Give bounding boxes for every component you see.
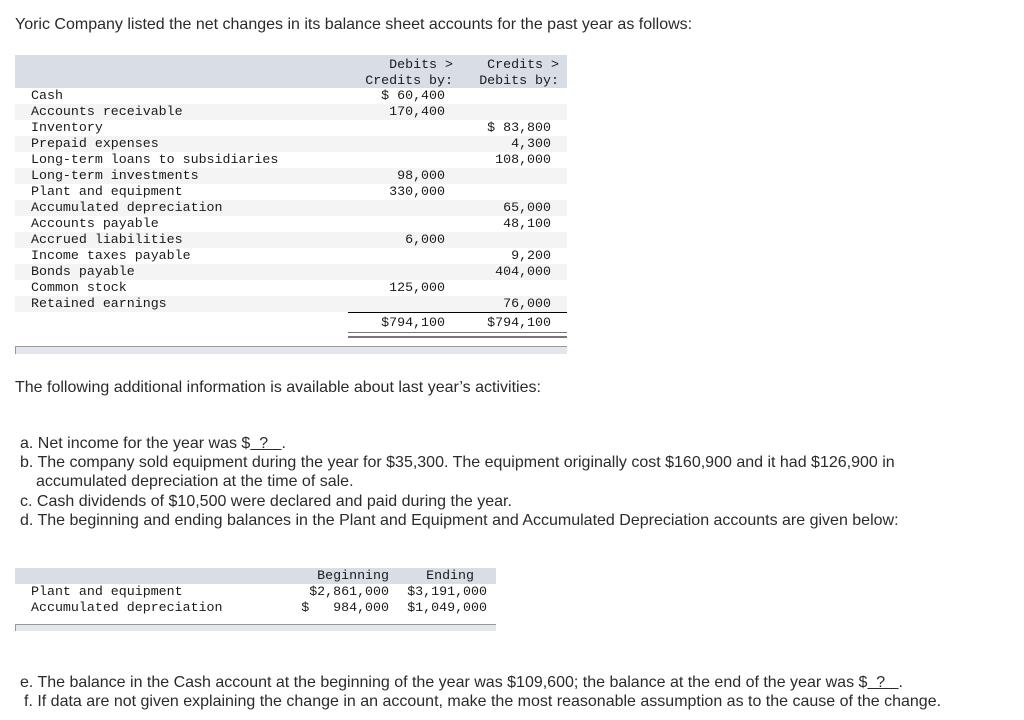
credit-amount: 108,000 [495, 152, 551, 167]
table-footer-bar [15, 346, 567, 354]
debit-amount: $ 60,400 [381, 88, 445, 103]
ending-balance: $3,191,000 [407, 584, 487, 599]
item-a [20, 434, 286, 453]
table-row [15, 168, 567, 184]
account-name: Accounts receivable [31, 104, 183, 119]
ending-cash-blank: ? [867, 674, 899, 691]
totals-row [15, 312, 567, 332]
credits-exceed-debits-header: Credits > Debits by: [479, 57, 559, 88]
table-row [15, 152, 567, 168]
ending-header: Ending [426, 568, 474, 583]
account-name: Income taxes payable [31, 248, 191, 263]
table-row [15, 136, 567, 152]
debit-amount: 6,000 [405, 232, 445, 247]
table-row [15, 248, 567, 264]
beginning-balance: $2,861,000 [309, 584, 389, 599]
table-row [15, 584, 496, 600]
account-name: Inventory [31, 120, 103, 135]
double-underline [348, 332, 567, 338]
item-e-text: e. The balance in the Cash account at the beginning of the year was $109,600; the balance at the end of the year was $ [20, 674, 868, 691]
debit-amount: 98,000 [397, 168, 445, 183]
credit-amount: 65,000 [503, 200, 551, 215]
account-name: Common stock [31, 280, 127, 295]
account-name: Accumulated depreciation [31, 600, 223, 615]
account-name: Accumulated depreciation [31, 200, 223, 215]
debits-exceed-credits-header: Debits > Credits by: [365, 57, 453, 88]
item-f: f. If data are not given explaining the change in an account, make the most reasonable assumption as to the cause of the change. [24, 693, 942, 710]
account-name: Cash [31, 88, 63, 103]
table-row [15, 88, 567, 104]
account-name: Accounts payable [31, 216, 159, 231]
table-row [15, 600, 496, 616]
table-footer-bar [15, 624, 496, 631]
additional-info-heading: The following additional information is available about last year’s activities: [15, 379, 541, 396]
table-row [15, 200, 567, 216]
account-name: Bonds payable [31, 264, 135, 279]
debit-amount: 125,000 [389, 280, 445, 295]
table-row [15, 216, 567, 232]
item-c: c. Cash dividends of $10,500 were declared and paid during the year. [20, 493, 512, 510]
credit-amount: $ 83,800 [487, 120, 551, 135]
credit-amount: 404,000 [495, 264, 551, 279]
table-row [15, 120, 567, 136]
credit-amount: 76,000 [503, 296, 551, 311]
item-b-line2: accumulated depreciation at the time of sale. [36, 473, 354, 490]
intro-text: Yoric Company listed the net changes in its balance sheet accounts for the past year as follows: [15, 16, 693, 33]
credit-amount: 4,300 [511, 136, 551, 151]
table-row [15, 280, 567, 296]
credit-amount: 48,100 [503, 216, 551, 231]
ending-balance: $1,049,000 [407, 600, 487, 615]
net-changes-table [15, 55, 567, 332]
item-b-line1: b. The company sold equipment during the year for $35,300. The equipment originally cost $160,900 and it had $126,900 in [20, 454, 895, 471]
beginning-balance: $ 984,000 [301, 600, 389, 615]
credit-amount: 9,200 [511, 248, 551, 263]
account-name: Plant and equipment [31, 184, 183, 199]
plant-balances-table [15, 568, 496, 616]
table-header [15, 55, 567, 88]
account-name: Long-term loans to subsidiaries [31, 152, 279, 167]
beginning-header: Beginning [317, 568, 389, 583]
account-name: Accrued liabilities [31, 232, 183, 247]
table-header [15, 568, 496, 584]
table-row [15, 232, 567, 248]
item-a-text: a. Net income for the year was $ [20, 435, 251, 452]
net-income-blank: ? [250, 435, 282, 452]
debit-amount: 170,400 [389, 104, 445, 119]
table-row [15, 264, 567, 280]
account-name: Prepaid expenses [31, 136, 159, 151]
account-name: Plant and equipment [31, 584, 183, 599]
table-row [15, 296, 567, 312]
table-row [15, 104, 567, 120]
item-a-period: . [281, 435, 286, 452]
account-name: Long-term investments [31, 168, 199, 183]
table-row [15, 184, 567, 200]
item-e [20, 673, 903, 692]
debit-amount: 330,000 [389, 184, 445, 199]
account-name: Retained earnings [31, 296, 167, 311]
total-debits: $794,100 [381, 315, 445, 330]
total-credits: $794,100 [487, 315, 551, 330]
item-d: d. The beginning and ending balances in the Plant and Equipment and Accumulated Depreciation accounts are given below: [20, 512, 899, 529]
item-e-period: . [898, 674, 903, 691]
